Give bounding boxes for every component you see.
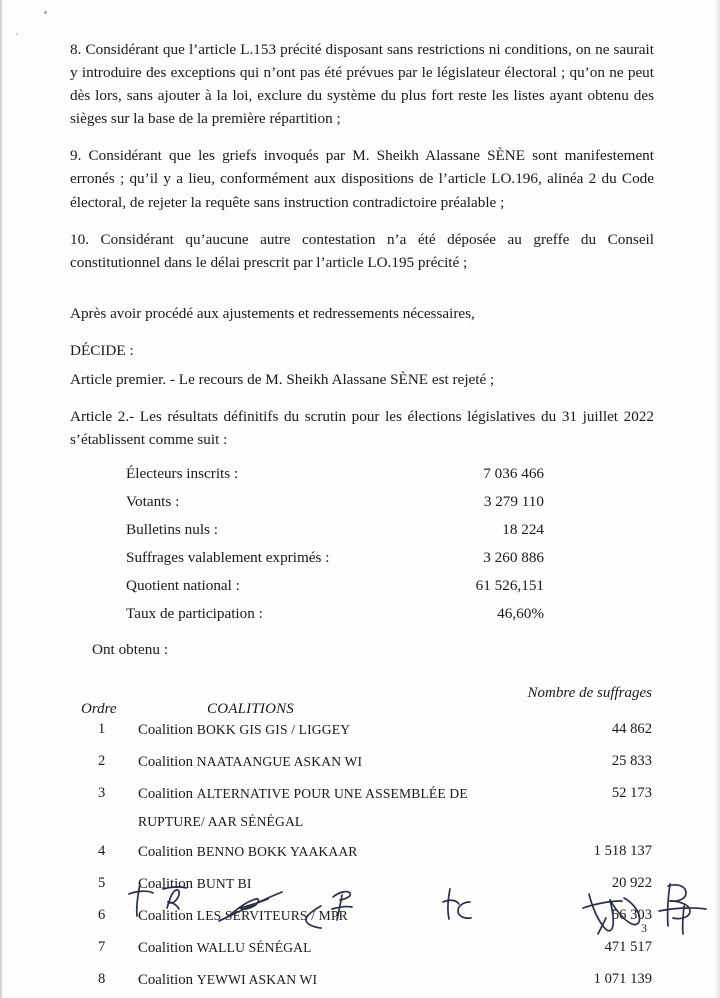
- stat-value: 18 224: [502, 521, 544, 539]
- cell-rank: 5: [98, 875, 106, 892]
- cell-votes: 56 303: [611, 907, 652, 924]
- table-row: [70, 969, 654, 992]
- cell-votes: 471 517: [604, 939, 652, 956]
- cell-rank: 2: [98, 753, 106, 770]
- stat-row: [126, 577, 556, 595]
- coalition-prefix: Coalition: [138, 722, 194, 739]
- coalition-title: LES SERVITEURS / MPR: [196, 908, 348, 924]
- paragraph-article-2: Article 2.- Les résultats définitifs du scrutin pour les élections législatives du 31 juillet 2022 s’établissent comme suit :: [70, 408, 654, 449]
- handwritten-signature-icon: [583, 894, 640, 934]
- handwritten-signature-icon: [443, 889, 471, 919]
- paragraph-considerant-9: 9. Considérant que les griefs invoqués par M. Sheikh Alassane SÈNE sont manifestement erronés ; qu’il y a lieu, conformément aux dispositions de l’article LO.196, alinéa 2 du Code électoral, de rejeter la requête sans instruction contradictoire préalable ;: [70, 147, 654, 211]
- cell-coalition-name: [138, 719, 532, 742]
- cell-rank: 7: [98, 939, 106, 956]
- stat-value: 7 036 466: [483, 465, 544, 483]
- stat-label: Électeurs inscrits :: [126, 465, 239, 483]
- column-header-coalitions: COALITIONS: [207, 701, 295, 718]
- coalition-title: YEWWI ASKAN WI: [196, 971, 318, 987]
- coalition-prefix: Coalition: [138, 876, 194, 893]
- coalition-title: BENNO BOKK YAAKAAR: [196, 844, 358, 860]
- column-header-ordre: Ordre: [81, 701, 117, 718]
- stat-label: Votants :: [126, 493, 180, 511]
- cell-votes: 1 518 137: [593, 843, 652, 860]
- cell-votes: 20 922: [611, 875, 652, 892]
- cell-rank: 3: [98, 785, 106, 802]
- coalition-title: ALTERNATIVE POUR UNE ASSEMBLÉE DE: [196, 786, 468, 802]
- cell-rank: 6: [98, 907, 106, 924]
- coalition-title: WALLU SÉNÉGAL: [196, 940, 312, 956]
- coalition-prefix: Coalition: [138, 908, 194, 925]
- cell-votes: 52 173: [611, 785, 652, 802]
- coalition-prefix: Coalition: [138, 971, 194, 988]
- coalition-prefix: Coalition: [138, 844, 194, 861]
- coalition-prefix: Coalition: [138, 786, 194, 803]
- cell-coalition-name: [138, 969, 532, 992]
- stat-value: 61 526,151: [475, 577, 544, 595]
- cell-coalition-name: [138, 841, 532, 864]
- heading-decide: DÉCIDE :: [70, 341, 134, 359]
- stat-label: Taux de participation :: [126, 605, 263, 623]
- column-header-suffrages: Nombre de suffrages: [527, 685, 652, 702]
- cell-rank: 8: [98, 970, 106, 987]
- stat-label: Suffrages valablement exprimés :: [126, 549, 330, 567]
- ont-obtenu-label: Ont obtenu :: [92, 641, 168, 659]
- table-row: [70, 719, 654, 742]
- handwritten-signature-icon: [129, 884, 186, 916]
- page-number: 3: [641, 921, 647, 935]
- stat-label: Quotient national :: [126, 577, 240, 595]
- coalition-title: BUNT BI: [196, 876, 252, 892]
- paragraph-considerant-10: 10. Considérant qu’aucune autre contestation n’a été déposée au greffe du Conseil constitutionnel dans le délai prescrit par l’article LO.195 précité ;: [70, 230, 654, 271]
- table-row: [70, 841, 654, 864]
- coalition-prefix: Coalition: [138, 940, 194, 957]
- document-body: [70, 38, 654, 998]
- coalition-title-line2: RUPTURE/ AAR SÉNÉGAL: [138, 813, 304, 829]
- cell-votes: 1 071 139: [593, 970, 652, 987]
- cell-rank: 1: [98, 721, 106, 738]
- paragraph-article-premier: Article premier. - Le recours de M. Sheikh Alassane SÈNE est rejeté ;: [70, 371, 495, 389]
- handwritten-signature-icon: [659, 884, 706, 934]
- stat-row: [126, 549, 556, 567]
- table-row: [70, 751, 654, 774]
- scan-speck: [44, 11, 47, 14]
- stat-label: Bulletins nuls :: [126, 521, 218, 539]
- cell-votes: 25 833: [611, 753, 652, 770]
- signature-block: [0, 878, 720, 968]
- cell-rank: 4: [98, 843, 106, 860]
- spacer: [70, 292, 654, 302]
- coalition-title: BOKK GIS GIS / LIGGEY: [196, 722, 351, 738]
- stat-value: 46,60%: [497, 605, 544, 623]
- paragraph-considerant-8: 8. Considérant que l’article L.153 précité disposant sans restrictions ni conditions, on ne saurait y introduire des exceptions qui n’ont pas été prévues par le législateur électoral ; qu’on ne peut dès lors, sans ajouter à la loi, exclure du système du plus fort reste les listes ayant obtenu des sièges sur la base de la première répartition ;: [70, 41, 654, 128]
- election-statistics: [70, 465, 556, 623]
- stat-row: [126, 465, 556, 483]
- stat-value: 3 260 886: [483, 549, 544, 567]
- stat-row: [126, 493, 556, 511]
- scan-speck: [16, 33, 18, 35]
- cell-coalition-name: [138, 783, 532, 832]
- coalition-prefix: Coalition: [138, 754, 194, 771]
- stat-value: 3 279 110: [483, 493, 544, 511]
- table-header-row: [70, 685, 654, 719]
- table-row: [70, 783, 654, 832]
- stat-row: [126, 605, 556, 623]
- coalition-title: NAATAANGUE ASKAN WI: [196, 754, 363, 770]
- handwritten-signature-icon: [306, 892, 352, 928]
- handwritten-signature-icon: [219, 892, 282, 921]
- cell-votes: 44 862: [611, 721, 652, 738]
- paragraph-apres-avoir: Après avoir procédé aux ajustements et redressements nécessaires,: [70, 304, 475, 322]
- cell-coalition-name: [138, 751, 532, 774]
- stat-row: [126, 521, 556, 539]
